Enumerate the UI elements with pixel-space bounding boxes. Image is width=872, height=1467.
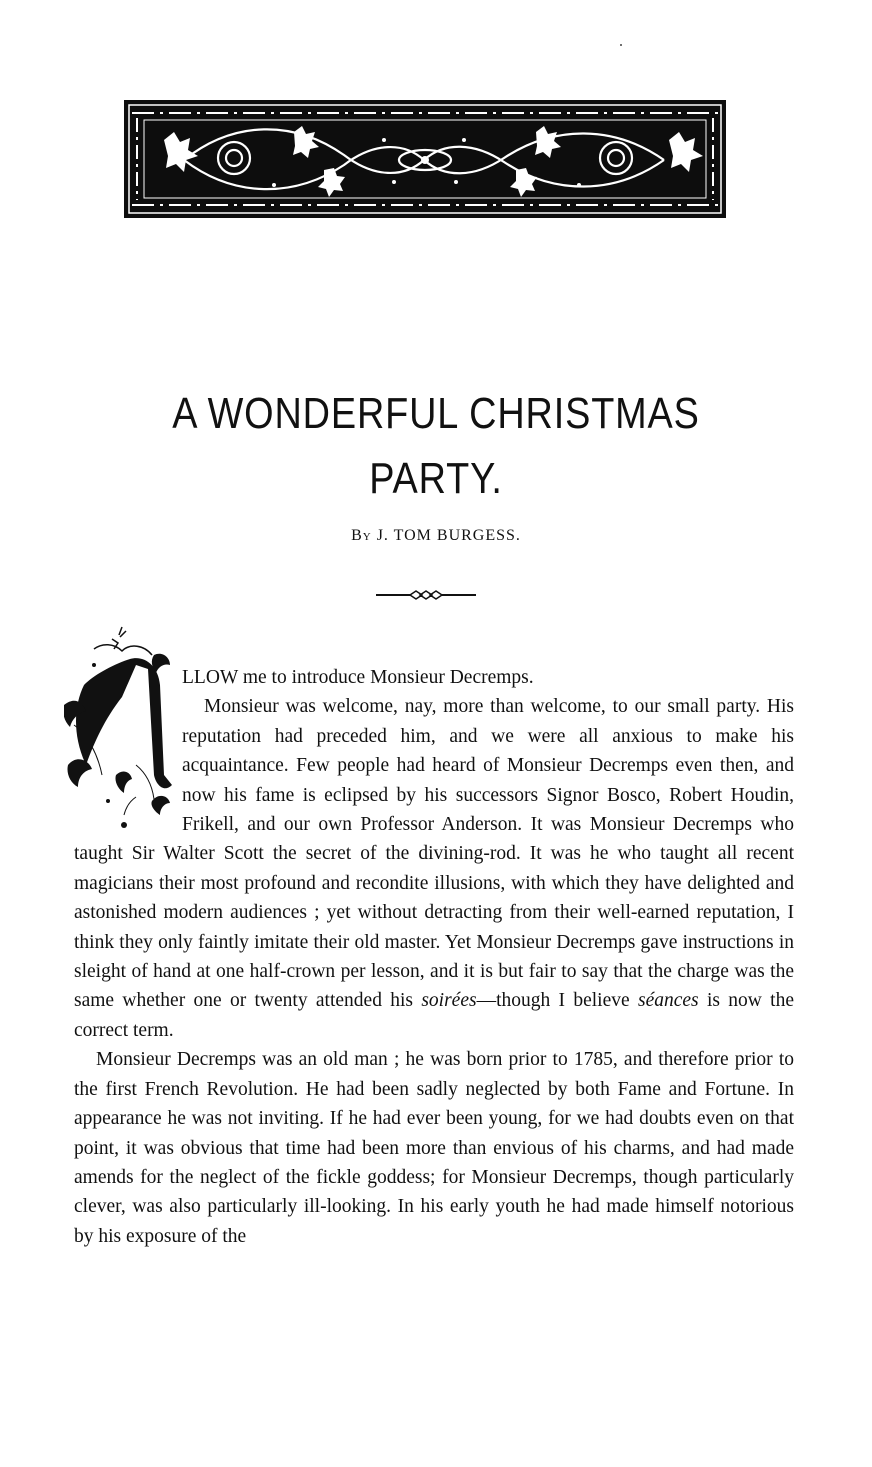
dropcap-indented-block	[74, 663, 794, 692]
paragraph-2-text: Monsieur was welcome, nay, more than welcome, to our small party. His reputation had preceded him, and we were all anxious to make his acquaintance. Few people had heard of Monsieur Decremps even then, and now his fame is eclipsed by his successors Signor Bosco, Robert Houdin, Frikell, and our own Professor Anderson. It was Monsieur Decremps who taught Sir Walter Scott the secret of the divining-rod. It was he who taught all recent magicians their most profound and recondite illusions, with which they have delighted and astonished modern audiences ; yet without detracting from their well-earned reputation, I think they only faintly imitate their old master. Yet Monsieur Decremps gave instructions in sleight of hand at one half-crown per lesson, and it is but fair to say that the charge was the same whether one or twenty attended his	[74, 696, 794, 1012]
opening-line: LLOW me to introduce Monsieur Decremps.	[182, 667, 534, 688]
paragraph-3: Monsieur Decremps was an old man ; he was born prior to 1785, and therefore prior to the first French Revolution. He had been sadly neglected by both Fame and Fortune. In appearance he was not inviting. If he had ever been young, for we had doubts even on that point, it was obvious that time had been more than envious of his charms, and had made amends for the neglect of the fickle goddess; for Monsieur Decremps, though particularly clever, was also particularly ill-looking. In his early youth he had made himself notorious by his exposure of the	[74, 1049, 794, 1247]
paragraph-2-italic-soirees: soirées	[421, 990, 477, 1012]
author-name: J. TOM BURGESS.	[376, 527, 521, 544]
paragraph-2-text-middle: —though I believe	[476, 990, 638, 1012]
paragraph-2-text-end: is now the correct term.	[74, 990, 794, 1041]
byline	[0, 527, 872, 545]
ornamental-headpiece	[124, 100, 726, 218]
story-title-line1: A WONDERFUL CHRISTMAS	[172, 389, 700, 438]
paragraph-2-italic-seances: séances	[637, 990, 699, 1012]
paragraph-2	[74, 692, 794, 1045]
story-body	[74, 663, 794, 1251]
foliage-ornament-icon	[124, 100, 726, 218]
section-divider-icon	[376, 588, 476, 602]
byline-prefix: By	[351, 527, 372, 544]
story-title-line2: PARTY.	[369, 454, 503, 503]
print-speck	[620, 44, 622, 46]
